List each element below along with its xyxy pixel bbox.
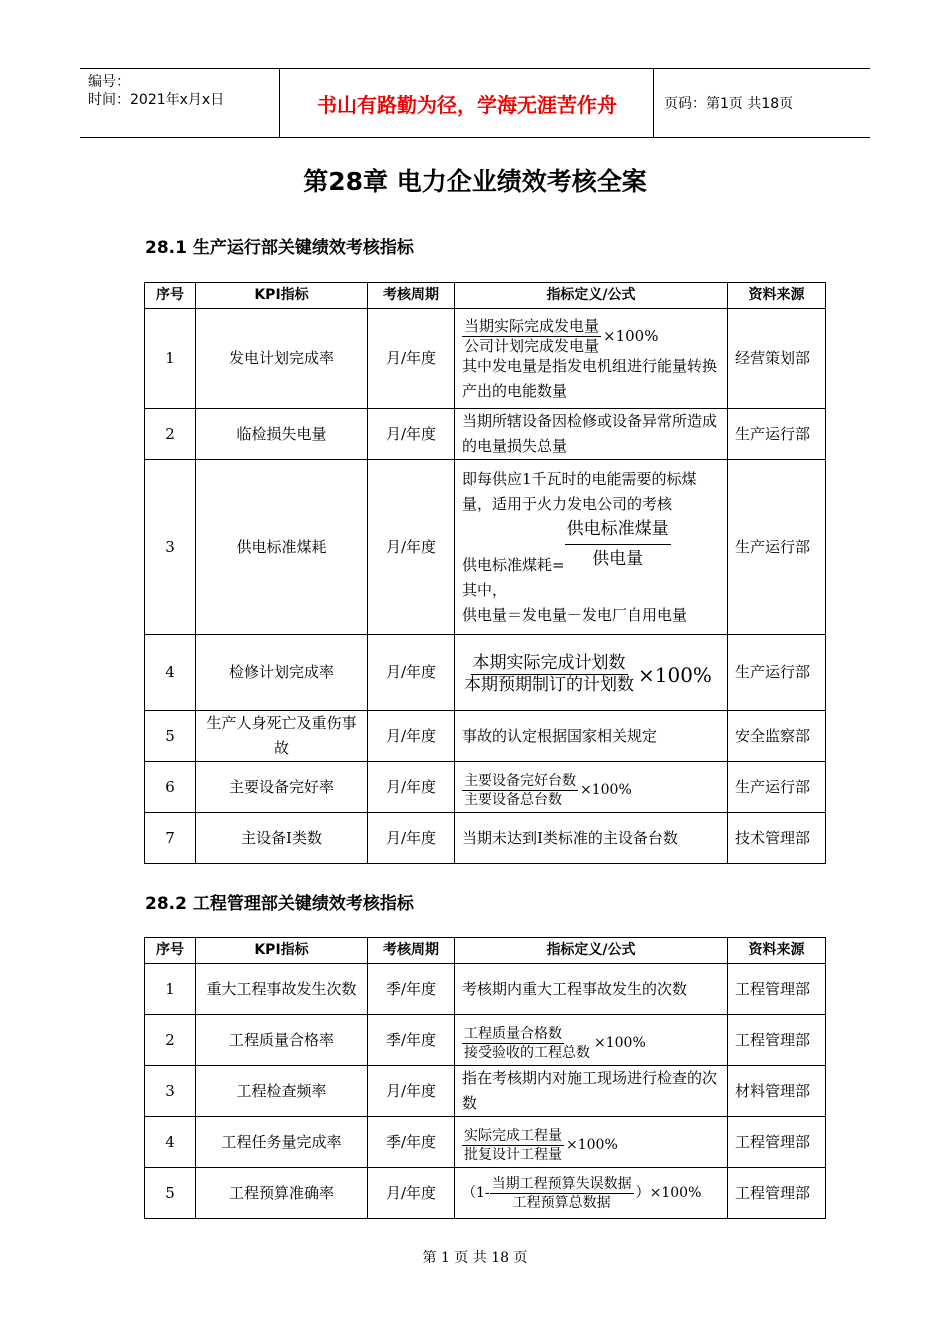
page-footer: 第 1 页 共 18 页 — [422, 1250, 528, 1266]
definition — [455, 762, 728, 813]
kpi-name: 供电标准煤耗 — [196, 460, 368, 635]
kpi-name: 工程任务量完成率 — [196, 1117, 368, 1168]
period: 月/年度 — [368, 460, 455, 635]
denominator: 主要设备总台数 — [464, 791, 562, 808]
definition: 当期所辖设备因检修或设备异常所造成的电量损失总量 — [455, 409, 728, 460]
formula — [462, 316, 659, 355]
col-header: 序号 — [145, 938, 196, 964]
definition-note: 其中， — [462, 580, 508, 599]
multiplier: ×100% — [603, 326, 659, 345]
row-number: 5 — [145, 1168, 196, 1219]
row-number: 1 — [145, 309, 196, 409]
row-number: 2 — [145, 1015, 196, 1066]
table-row — [145, 460, 826, 635]
row-number: 2 — [145, 409, 196, 460]
multiplier: ×100% — [594, 1035, 646, 1051]
table-row — [145, 813, 826, 864]
source: 材料管理部 — [728, 1066, 826, 1117]
formula-label: 供电标准煤耗= — [462, 555, 565, 574]
header-meta — [80, 69, 280, 137]
formula — [462, 655, 712, 694]
period: 月/年度 — [368, 409, 455, 460]
definition — [455, 309, 728, 409]
multiplier: ×100% — [566, 1137, 618, 1153]
table-row — [145, 964, 826, 1015]
source: 生产运行部 — [728, 762, 826, 813]
col-header: 资料来源 — [728, 283, 826, 309]
table-row — [145, 635, 826, 711]
table-row — [145, 309, 826, 409]
definition — [455, 460, 728, 635]
multiplier: ）×100% — [635, 1185, 702, 1201]
kpi-table-1 — [144, 282, 826, 864]
definition — [455, 635, 728, 711]
source: 工程管理部 — [728, 1015, 826, 1066]
col-header: 考核周期 — [368, 283, 455, 309]
numerator: 当期实际完成发电量 — [464, 316, 600, 335]
col-header: 指标定义/公式 — [455, 283, 728, 309]
period: 季/年度 — [368, 1117, 455, 1168]
source: 生产运行部 — [728, 409, 826, 460]
source: 工程管理部 — [728, 1117, 826, 1168]
row-number: 3 — [145, 1066, 196, 1117]
multiplier: ×100% — [638, 662, 712, 687]
definition-intro: 即每供应1千瓦时的电能需要的标煤量，适用于火力发电公司的考核 — [462, 469, 697, 513]
row-number: 1 — [145, 964, 196, 1015]
chapter-title: 第28章 电力企业绩效考核全案 — [303, 167, 647, 196]
numerator: 供电标准煤量 — [565, 517, 671, 545]
source: 技术管理部 — [728, 813, 826, 864]
kpi-name: 发电计划完成率 — [196, 309, 368, 409]
kpi-name: 工程预算准确率 — [196, 1168, 368, 1219]
formula — [462, 517, 720, 578]
numerator: 主要设备完好台数 — [464, 772, 576, 789]
source: 工程管理部 — [728, 964, 826, 1015]
denominator: 本期预期制订的计划数 — [464, 675, 634, 695]
period: 月/年度 — [368, 762, 455, 813]
kpi-name: 工程质量合格率 — [196, 1015, 368, 1066]
row-number: 3 — [145, 460, 196, 635]
period: 月/年度 — [368, 1066, 455, 1117]
header-page: 页码：第1页 共18页 — [664, 96, 794, 112]
formula-prefix: （1- — [462, 1185, 490, 1201]
period: 月/年度 — [368, 813, 455, 864]
kpi-name: 临检损失电量 — [196, 409, 368, 460]
denominator: 批复设计工程量 — [464, 1146, 562, 1163]
table-row — [145, 711, 826, 762]
table-row — [145, 762, 826, 813]
formula — [462, 774, 632, 807]
source: 工程管理部 — [728, 1168, 826, 1219]
table-row — [145, 1066, 826, 1117]
kpi-name: 重大工程事故发生次数 — [196, 964, 368, 1015]
col-header: KPI指标 — [196, 938, 368, 964]
section-2-title: 28.2 工程管理部关键绩效考核指标 — [145, 894, 414, 914]
kpi-name: 主设备Ⅰ类数 — [196, 813, 368, 864]
row-number: 7 — [145, 813, 196, 864]
row-number: 6 — [145, 762, 196, 813]
numerator: 实际完成工程量 — [464, 1127, 562, 1144]
kpi-name: 检修计划完成率 — [196, 635, 368, 711]
denominator: 公司计划完成发电量 — [464, 336, 600, 355]
kpi-name: 主要设备完好率 — [196, 762, 368, 813]
col-header: 考核周期 — [368, 938, 455, 964]
col-header: 资料来源 — [728, 938, 826, 964]
formula — [462, 1027, 646, 1060]
definition — [455, 1168, 728, 1219]
kpi-name: 生产人身死亡及重伤事故 — [196, 711, 368, 762]
table-row — [145, 1168, 826, 1219]
header-motto: 书山有路勤为径，学海无涯苦作舟 — [281, 69, 654, 137]
kpi-table-2 — [144, 937, 826, 1219]
definition-note: 供电量＝发电量－发电厂自用电量 — [462, 605, 688, 624]
period: 月/年度 — [368, 1168, 455, 1219]
denominator: 接受验收的工程总数 — [464, 1044, 590, 1061]
numerator: 本期实际完成计划数 — [472, 653, 626, 673]
numerator: 当期工程预算失误数据 — [491, 1175, 632, 1192]
col-header: 指标定义/公式 — [455, 938, 728, 964]
period: 月/年度 — [368, 635, 455, 711]
definition: 当期未达到Ⅰ类标准的主设备台数 — [455, 813, 728, 864]
multiplier: ×100% — [580, 782, 632, 798]
row-number: 5 — [145, 711, 196, 762]
table-row — [145, 409, 826, 460]
col-header: KPI指标 — [196, 283, 368, 309]
time-label: 时间：2021年x月x日 — [88, 92, 225, 108]
page-header — [80, 68, 870, 138]
definition: 事故的认定根据国家相关规定 — [455, 711, 728, 762]
period: 季/年度 — [368, 964, 455, 1015]
definition — [455, 1015, 728, 1066]
table-header-row — [145, 938, 826, 964]
denominator: 供电量 — [592, 548, 644, 569]
numerator: 工程质量合格数 — [464, 1025, 562, 1042]
source: 生产运行部 — [728, 460, 826, 635]
definition: 指在考核期内对施工现场进行检查的次数 — [455, 1066, 728, 1117]
period: 月/年度 — [368, 309, 455, 409]
period: 月/年度 — [368, 711, 455, 762]
formula — [462, 1129, 618, 1162]
kpi-name: 工程检查频率 — [196, 1066, 368, 1117]
denominator: 工程预算总数据 — [512, 1194, 611, 1211]
definition: 考核期内重大工程事故发生的次数 — [455, 964, 728, 1015]
table-row — [145, 1117, 826, 1168]
period: 季/年度 — [368, 1015, 455, 1066]
definition-note: 其中发电量是指发电机组进行能量转换产出的电能数量 — [462, 356, 718, 400]
row-number: 4 — [145, 635, 196, 711]
col-header: 序号 — [145, 283, 196, 309]
code-label: 编号： — [88, 74, 130, 90]
source: 安全监察部 — [728, 711, 826, 762]
section-1-title: 28.1 生产运行部关键绩效考核指标 — [145, 238, 414, 258]
definition — [455, 1117, 728, 1168]
row-number: 4 — [145, 1117, 196, 1168]
table-header-row — [145, 283, 826, 309]
source: 经营策划部 — [728, 309, 826, 409]
formula — [462, 1177, 701, 1210]
source: 生产运行部 — [728, 635, 826, 711]
table-row — [145, 1015, 826, 1066]
